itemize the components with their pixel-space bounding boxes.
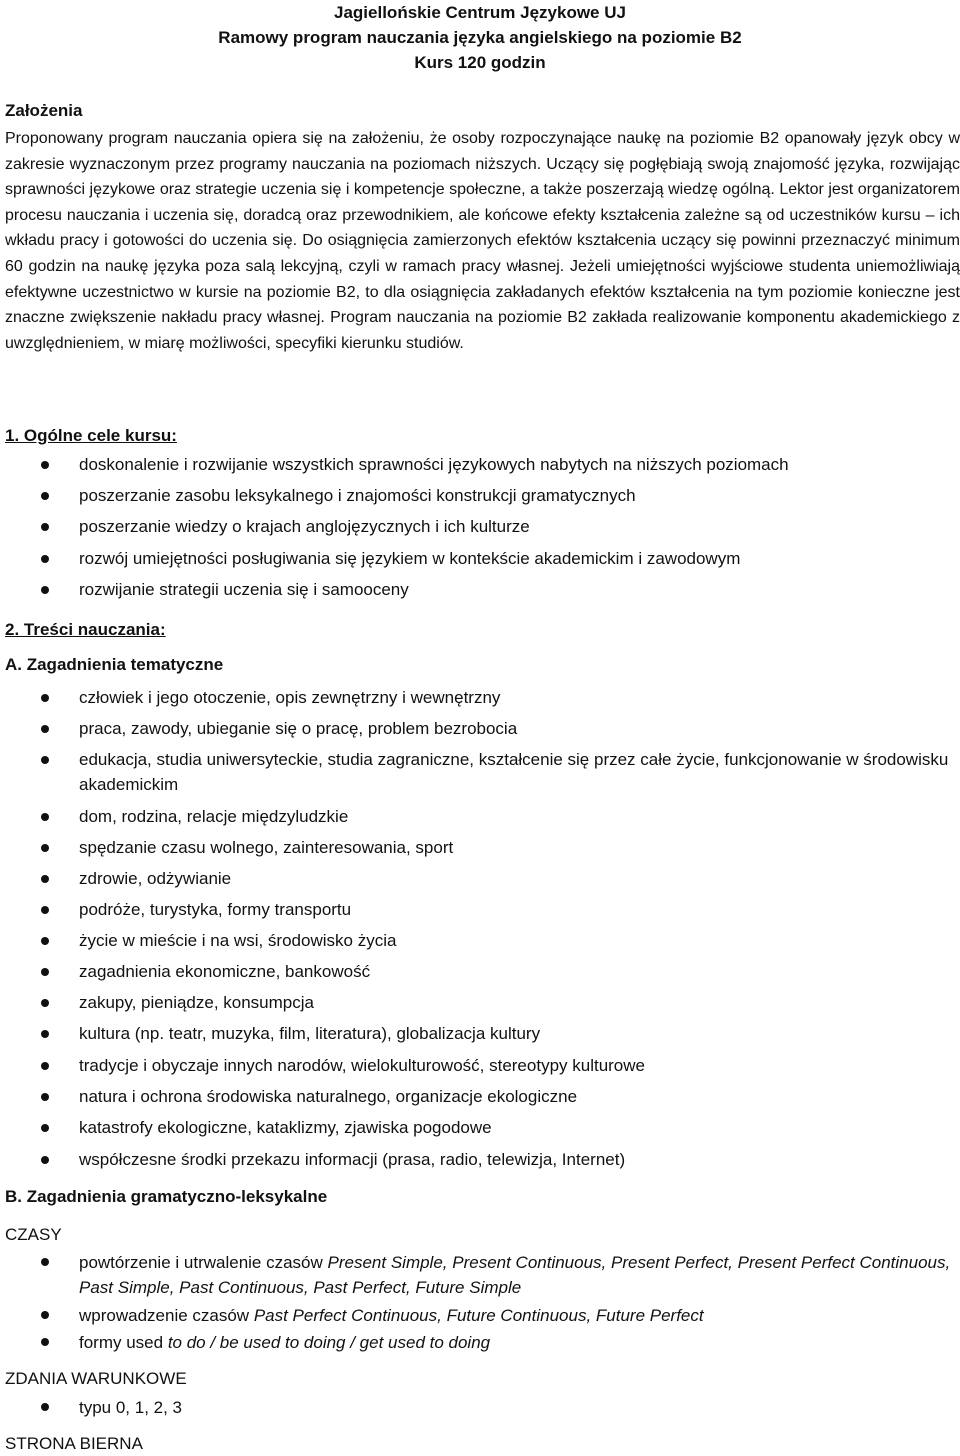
bullet-icon: [41, 1124, 49, 1132]
bullet-icon: [41, 1258, 49, 1266]
list-item-text: spędzanie czasu wolnego, zainteresowania, sport: [79, 838, 454, 857]
tense-plain-text: wprowadzenie czasów: [79, 1306, 254, 1325]
topics-heading: A. Zagadnienia tematyczne: [5, 655, 224, 674]
list-item-text: [79, 1303, 955, 1328]
bullet-icon: [41, 968, 49, 976]
tense-italic-text: Present Simple, Present Continuous, Present Perfect, Present Perfect Continuous, Past Simple, Past Continuous, Past Perfect, Future Simple: [79, 1253, 951, 1297]
bullet-icon: [41, 725, 49, 733]
bullet-icon: [41, 875, 49, 883]
bullet-icon: [41, 461, 49, 469]
list-item-text: człowiek i jego otoczenie, opis zewnętrzny i wewnętrzny: [79, 688, 501, 707]
bullet-icon: [41, 1311, 49, 1319]
grammar-heading: B. Zagadnienia gramatyczno-leksykalne: [5, 1187, 328, 1206]
list-item-text: edukacja, studia uniwersyteckie, studia zagraniczne, kształcenie się przez całe życie, funkcjonowanie w środowisku akademickim: [79, 750, 949, 794]
bullet-icon: [41, 523, 49, 531]
list-item-text: praca, zawody, ubieganie się o pracę, problem bezrobocia: [79, 719, 518, 738]
conditionals-label: ZDANIA WARUNKOWE: [5, 1369, 187, 1388]
tenses-label: CZASY: [5, 1225, 62, 1244]
list-item-text: kultura (np. teatr, muzyka, film, literatura), globalizacja kultury: [79, 1024, 541, 1043]
bullet-icon: [41, 999, 49, 1007]
list-item-text: współczesne środki przekazu informacji (prasa, radio, telewizja, Internet): [79, 1150, 626, 1169]
assumptions-paragraph: Proponowany program nauczania opiera się na założeniu, że osoby rozpoczynające naukę na poziomie B2 opanowały język obcy w zakresie wyznaczonym przez programy nauczania na poziomach niższych. Uczący się pogłębiają swoją znajomość języka, rozwijając sprawności językowe oraz strategie uczenia się i kompetencje społeczne, a także poszerzają wiedzę ogólną. Lektor jest organizatorem procesu nauczania i uczenia się, doradcą oraz przewodnikiem, ale końcowe efekty kształcenia zależne są od uczestników kursu – ich wkładu pracy i gotowości do uczenia się. Do osiągnięcia zamierzonych efektów kształcenia uczący się powinni przeznaczyć minimum 60 godzin na naukę języka poza salą lekcyjną, czyli w ramach pracy własnej. Jeżeli umiejętności wyjściowe studenta uniemożliwiają efektywne uczestnictwo w kursie na poziomie B2, to dla osiągnięcia zakładanych efektów kształcenia na tym poziomie konieczne jest znaczne zwiększenie nakładu pracy własnej. Program nauczania na poziomie B2 zakłada realizowanie komponentu akademickiego z uwzględnieniem, w miarę możliwości, specyfiki kierunku studiów.: [5, 130, 960, 352]
list-item-text: rozwój umiejętności posługiwania się językiem w kontekście akademickim i zawodowym: [79, 548, 741, 568]
bullet-icon: [41, 492, 49, 500]
bullet-icon: [41, 694, 49, 702]
bullet-icon: [41, 813, 49, 821]
list-item-text: zagadnienia ekonomiczne, bankowość: [79, 962, 371, 981]
bullet-icon: [41, 1338, 49, 1346]
document-header: [0, 0, 960, 75]
list-item-text: tradycje i obyczaje innych narodów, wielokulturowość, stereotypy kulturowe: [79, 1056, 645, 1075]
bullet-icon: [41, 756, 49, 764]
list-item-text: typu 0, 1, 2, 3: [79, 1398, 183, 1417]
bullet-icon: [41, 1062, 49, 1070]
bullet-icon: [41, 906, 49, 914]
tense-italic-text: Past Perfect Continuous, Future Continuous, Future Perfect: [253, 1306, 704, 1325]
course-hours: Kurs 120 godzin: [414, 53, 546, 72]
list-item-text: [79, 1330, 955, 1355]
list-item-text: rozwijanie strategii uczenia się i samooceny: [79, 579, 409, 599]
document-title: Ramowy program nauczania języka angielskiego na poziomie B2: [218, 28, 742, 47]
list-item-text: podróże, turystyka, formy transportu: [79, 900, 352, 919]
bullet-icon: [41, 555, 49, 563]
list-item-text: doskonalenie i rozwijanie wszystkich sprawności językowych nabytych na niższych poziomach: [79, 455, 789, 474]
bullet-icon: [41, 1093, 49, 1101]
list-item-text: zdrowie, odżywianie: [79, 869, 232, 888]
list-item-text: katastrofy ekologiczne, kataklizmy, zjawiska pogodowe: [79, 1118, 492, 1137]
list-item-text: natura i ochrona środowiska naturalnego, organizacje ekologiczne: [79, 1087, 578, 1106]
tense-plain-text: powtórzenie i utrwalenie czasów: [79, 1253, 328, 1272]
bullet-icon: [41, 937, 49, 945]
goals-heading: 1. Ogólne cele kursu:: [5, 426, 177, 445]
institution-name: Jagiellońskie Centrum Językowe UJ: [334, 3, 626, 22]
bullet-icon: [41, 1403, 49, 1411]
tense-plain-text: formy used: [79, 1333, 168, 1352]
list-item-text: [79, 1250, 955, 1300]
bullet-icon: [41, 844, 49, 852]
list-item-text: zakupy, pieniądze, konsumpcja: [79, 993, 314, 1012]
content-heading: 2. Treści nauczania:: [5, 620, 166, 639]
bullet-icon: [41, 586, 49, 594]
assumptions-heading: Założenia: [5, 101, 83, 120]
list-item-text: życie w mieście i na wsi, środowisko życia: [79, 931, 397, 950]
list-item-text: dom, rodzina, relacje międzyludzkie: [79, 807, 349, 826]
tense-italic-text: to do / be used to doing / get used to doing: [167, 1333, 491, 1352]
list-item-text: poszerzanie zasobu leksykalnego i znajomości konstrukcji gramatycznych: [79, 486, 636, 506]
bullet-icon: [41, 1030, 49, 1038]
passive-label: STRONA BIERNA: [5, 1434, 143, 1453]
list-item-text: poszerzanie wiedzy o krajach anglojęzycznych i ich kulturze: [79, 517, 530, 537]
bullet-icon: [41, 1156, 49, 1164]
